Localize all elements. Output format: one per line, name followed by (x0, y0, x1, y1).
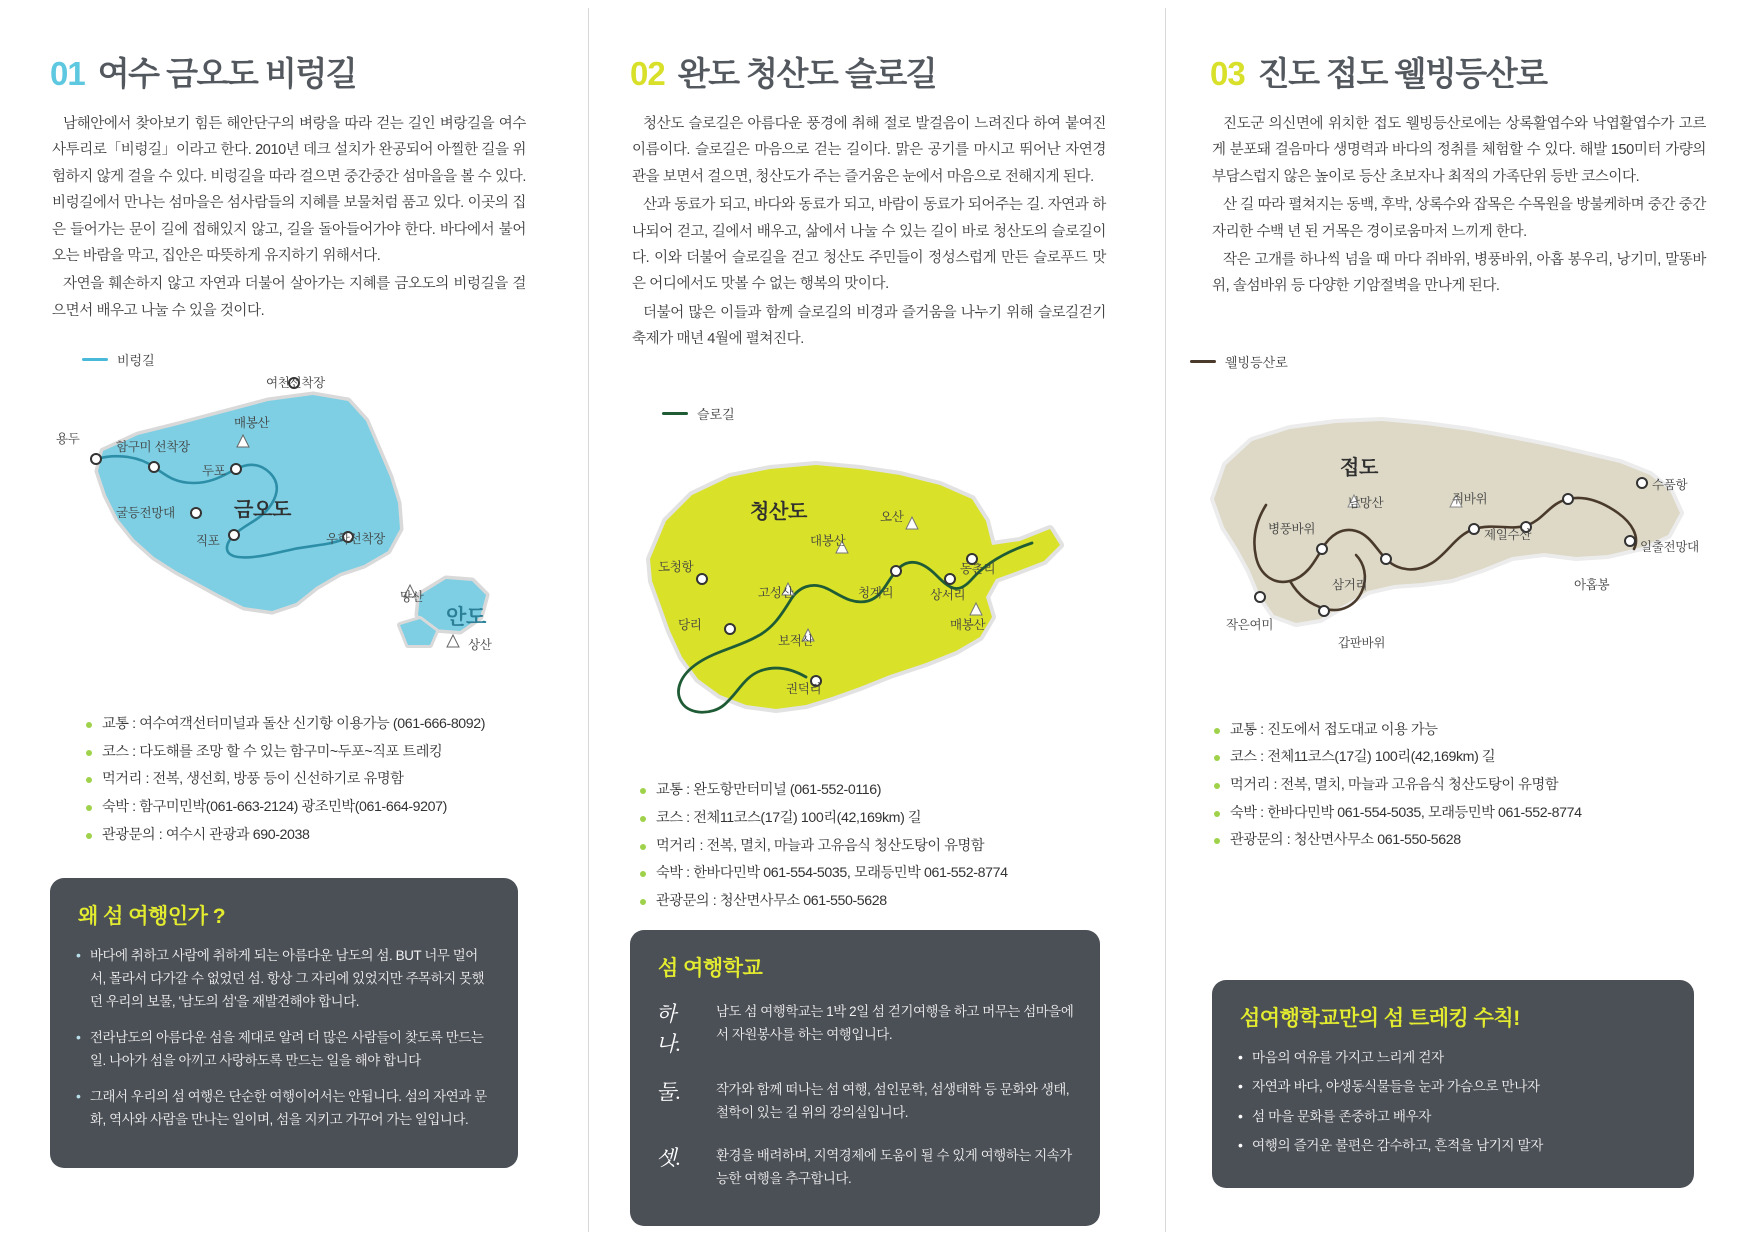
map-label: 용두 (56, 432, 80, 446)
map-label: 두포 (202, 464, 226, 478)
map-label: 직포 (196, 534, 220, 548)
paragraph: 더불어 많은 이들과 함께 슬로길의 비경과 즐거움을 나누기 위해 슬로길걷기축제가 매년 4월에 펼쳐진다. (632, 304, 1106, 347)
panel-why-island-travel (50, 878, 518, 1168)
map-label: 보적산 (778, 634, 814, 649)
list-item: 관광문의 : 청산면사무소 061-550-5628 (640, 888, 1120, 916)
list-item: 관광문의 : 청산면사무소 061-550-5628 (1214, 827, 1720, 855)
column-divider-1 (588, 8, 589, 1232)
map-label: 매봉산 (950, 618, 986, 633)
panel-title: 섬 여행학교 (658, 957, 763, 980)
map-label: 도청항 (658, 560, 694, 575)
map-label: 병풍바위 (1268, 521, 1316, 536)
section-number: 01 (50, 55, 85, 92)
list-item: 관광문의 : 여수시 관광과 690-2038 (86, 822, 540, 850)
map-label: 굴등전망대 (116, 506, 175, 520)
item-text: 남도 섬 여행학교는 1박 2일 섬 걷기여행을 하고 머무는 섬마을에서 자원봉사를 하는 여행입니다. (716, 1004, 1074, 1043)
panel-title: 섬여행학교만의 섬 트레킹 수칙! (1240, 1007, 1520, 1030)
section-title: 여수 금오도 비렁길 (97, 55, 357, 92)
map-svg (1190, 379, 1710, 699)
legend-label: 슬로길 (697, 407, 735, 423)
list-item: 먹거리 : 전복, 생선회, 방풍 등이 신선하기로 유명함 (86, 766, 540, 794)
panel-island-travel-school (630, 930, 1100, 1226)
map-label: 상서리 (930, 588, 966, 603)
list-item: • 그래서 우리의 섬 여행은 단순한 여행이어서는 안됩니다. 섬의 자연과 문화, 역사와 사람을 만나는 일이며, 섬을 지키고 가꾸어 가는 일입니다. (76, 1085, 492, 1131)
list-item: 코스 : 전체11코스(17길) 100리(42,169km) 길 (1214, 744, 1720, 772)
column-divider-2 (1165, 8, 1166, 1232)
map-label: 우학선착장 (326, 532, 385, 546)
item-text: 작가와 함께 떠나는 섬 여행, 섬인문학, 섬생태학 등 문화와 생태, 철학이 있는 길 위의 강의실입니다. (716, 1082, 1070, 1121)
paragraph: 청산도 슬로길은 아름다운 풍경에 취해 절로 발걸음이 느려진다 하여 붙여진 이름이다. 슬로길은 마음으로 걷는 길이다. 맑은 공기를 마시고 뛰어난 자연경관을 보면서 걸으면, 청산도가 주는 즐거움은 눈에서 마음으로 전해지게 된다. (632, 116, 1106, 185)
list-item: • 바다에 취하고 사람에 취하게 되는 아름다운 남도의 섬. BUT 너무 멀어서, 몰라서 다가갈 수 없었던 섬. 항상 그 자리에 있었지만 주목하지 못했던 우리의 보물, '남도의 섬'을 재발견해야 합니다. (76, 944, 492, 1013)
map-legend (1190, 352, 1720, 371)
section-number: 02 (630, 55, 665, 92)
section-body (632, 111, 1106, 352)
list-item: 코스 : 다도해를 조망 할 수 있는 함구미~두포~직포 트레킹 (86, 739, 540, 767)
panel-list (1238, 1046, 1668, 1158)
map-label: 수품항 (1652, 477, 1688, 492)
section-number: 03 (1210, 55, 1245, 92)
map-label: 작은여미 (1226, 617, 1274, 632)
info-list-jeopdo (1214, 717, 1720, 855)
page-title (50, 48, 540, 95)
list-item (656, 1140, 1074, 1190)
list-item: 교통 : 여수여객선터미널과 돌산 신기항 이용가능 (061-666-8092) (86, 711, 540, 739)
list-item: • 전라남도의 아름다운 섬을 제대로 알려 더 많은 사람들이 찾도록 만드는 일. 나아가 섬을 아끼고 사랑하도록 만드는 일을 해야 합니다 (76, 1026, 492, 1072)
item-number: 둘. (656, 1080, 681, 1104)
map-label: 아홉봉 (1574, 577, 1610, 592)
map-label: 대봉산 (810, 534, 846, 549)
list-item: 숙박 : 한바다민박 061-554-5035, 모래등민박 061-552-8774 (640, 860, 1120, 888)
section-body (52, 111, 526, 324)
map-cheongsando (620, 429, 1120, 759)
list-item: 숙박 : 한바다민박 061-554-5035, 모래등민박 061-552-8774 (1214, 800, 1720, 828)
item-text: 환경을 배려하며, 지역경제에 도움이 될 수 있게 여행하는 지속가능한 여행을 추구합니다. (716, 1148, 1072, 1187)
list-item: 코스 : 전체11코스(17길) 100리(42,169km) 길 (640, 805, 1120, 833)
paragraph: 산과 동료가 되고, 바다와 동료가 되고, 바람이 동료가 되어주는 길. 자연과 하나되어 걷고, 길에서 배우고, 삶에서 나눌 수 있는 길이 바로 청산도의 슬로길이다. 이와 더불어 슬로길을 걷고 청산도 주민들이 정성스럽게 만든 슬로푸드 맛은 어디에서도 맛볼 수 없는 행복의 맛이다. (632, 197, 1106, 293)
panel-title: 왜 섬 여행인가 ? (78, 905, 226, 928)
list-item: 교통 : 완도항만터미널 (061-552-0116) (640, 777, 1120, 805)
paragraph: 산 길 따라 펼쳐지는 동백, 후박, 상록수와 잡목은 수목원을 방불케하며 중간 중간 자리한 수백 년 된 거목은 경이로움마저 느끼게 한다. (1212, 197, 1706, 240)
panel-trekking-rules (1212, 980, 1694, 1188)
info-list-cheongsando (640, 777, 1120, 915)
info-list-geumodo (86, 711, 540, 849)
item-number: 하나. (656, 1002, 681, 1056)
map-label: 남망산 (1348, 495, 1384, 510)
list-item: • 자연과 바다, 야생동식물들을 눈과 가슴으로 만나자 (1238, 1075, 1668, 1098)
paragraph: 자연을 훼손하지 않고 자연과 더불어 살아가는 지혜를 금오도의 비렁길을 걸으면서 배우고 나눌 수 있을 것이다. (52, 276, 526, 319)
section-title: 완도 청산도 슬로길 (677, 55, 937, 92)
legend-swatch-icon (82, 358, 108, 361)
map-label: 일출전망대 (1640, 539, 1699, 554)
paragraph: 남해안에서 찾아보기 힘든 해안단구의 벼랑을 따라 걷는 길인 벼랑길을 여수 사투리로「비렁길」이라고 한다. 2010년 데크 설치가 완공되어 아찔한 길을 위험하지 않게 걸을 수 있다. 비렁길을 따라 걸으면 중간중간 섬마을을 볼 수 있다. 비렁길에서 만나는 섬마을은 섬사람들의 지혜를 보물처럼 품고 있다. 이곳의 집은 들어가는 문이 길에 접해있지 않고, 길을 돌아들어가야 한다. 바다에서 불어오는 바람을 막고, 집안은 따뜻하게 유지하기 위해서다. (52, 116, 526, 264)
map-label: 오산 (880, 510, 904, 525)
page-title (1210, 48, 1720, 95)
map-jeopdo (1190, 379, 1720, 699)
map-island-name: 청산도 (750, 501, 808, 524)
legend-label: 비렁길 (117, 353, 155, 368)
map-label: 삼거리 (1332, 577, 1368, 592)
legend-swatch-icon (662, 412, 688, 415)
panel-list (76, 944, 492, 1131)
paragraph: 진도군 의신면에 위치한 접도 웰빙등산로에는 상록활엽수와 낙엽활엽수가 고르게 분포돼 걸음마다 생명력과 바다의 정취를 체험할 수 있다. 해발 150미터 가량의 부담스럽지 않은 높이로 등산 초보자나 최적의 가족단위 등반 코스이다. (1212, 116, 1706, 185)
map-label: 갑판바위 (1338, 635, 1386, 650)
map-label: 고성산 (758, 586, 794, 601)
map-label: 매봉산 (234, 416, 270, 430)
map-label: 동촌리 (960, 562, 996, 577)
list-item (656, 1074, 1074, 1124)
section-body (1212, 111, 1706, 300)
section-title: 진도 접도 웰빙등산로 (1257, 55, 1547, 92)
legend-label: 웰빙등산로 (1225, 354, 1288, 370)
map-label: 상산 (468, 638, 492, 652)
map-label: 청계리 (858, 586, 894, 601)
map-label: 여천선착장 (266, 376, 325, 390)
list-item: • 섬 마을 문화를 존중하고 배우자 (1238, 1105, 1668, 1128)
map-island-name-2: 안도 (446, 606, 486, 629)
legend-swatch-icon (1190, 360, 1216, 363)
map-label: 쥐바위 (1452, 491, 1488, 506)
map-label: 당리 (678, 618, 702, 633)
item-number: 셋. (656, 1146, 681, 1171)
list-item: 먹거리 : 전복, 멸치, 마늘과 고유음식 청산도탕이 유명함 (640, 833, 1120, 861)
page-title (630, 48, 1120, 95)
map-label: 망산 (400, 590, 424, 604)
list-item: 숙박 : 함구미민박(061-663-2124) 광조민박(061-664-9207) (86, 794, 540, 822)
map-label: 함구미 선착장 (116, 440, 190, 454)
list-item: 먹거리 : 전복, 멸치, 마늘과 고유음식 청산도탕이 유명함 (1214, 772, 1720, 800)
map-island-name: 금오도 (234, 499, 292, 521)
list-item (656, 996, 1074, 1058)
map-label: 제일수산 (1484, 527, 1532, 542)
map-geumodo (48, 373, 540, 693)
paragraph: 작은 고개를 하나씩 넘을 때 마다 쥐바위, 병풍바위, 아홉 봉우리, 낭기미, 말똥바위, 솔섬바위 등 다양한 기암절벽을 만나게 된다. (1212, 251, 1706, 295)
map-legend (82, 350, 540, 369)
map-island-name: 접도 (1340, 456, 1379, 479)
map-label: 권덕리 (786, 682, 822, 697)
list-item: 교통 : 진도에서 접도대교 이용 가능 (1214, 717, 1720, 745)
list-item: • 여행의 즐거운 불편은 감수하고, 흔적을 남기지 말자 (1238, 1134, 1668, 1157)
list-item: • 마음의 여유를 가지고 느리게 걷자 (1238, 1046, 1668, 1069)
map-legend (662, 404, 1120, 423)
